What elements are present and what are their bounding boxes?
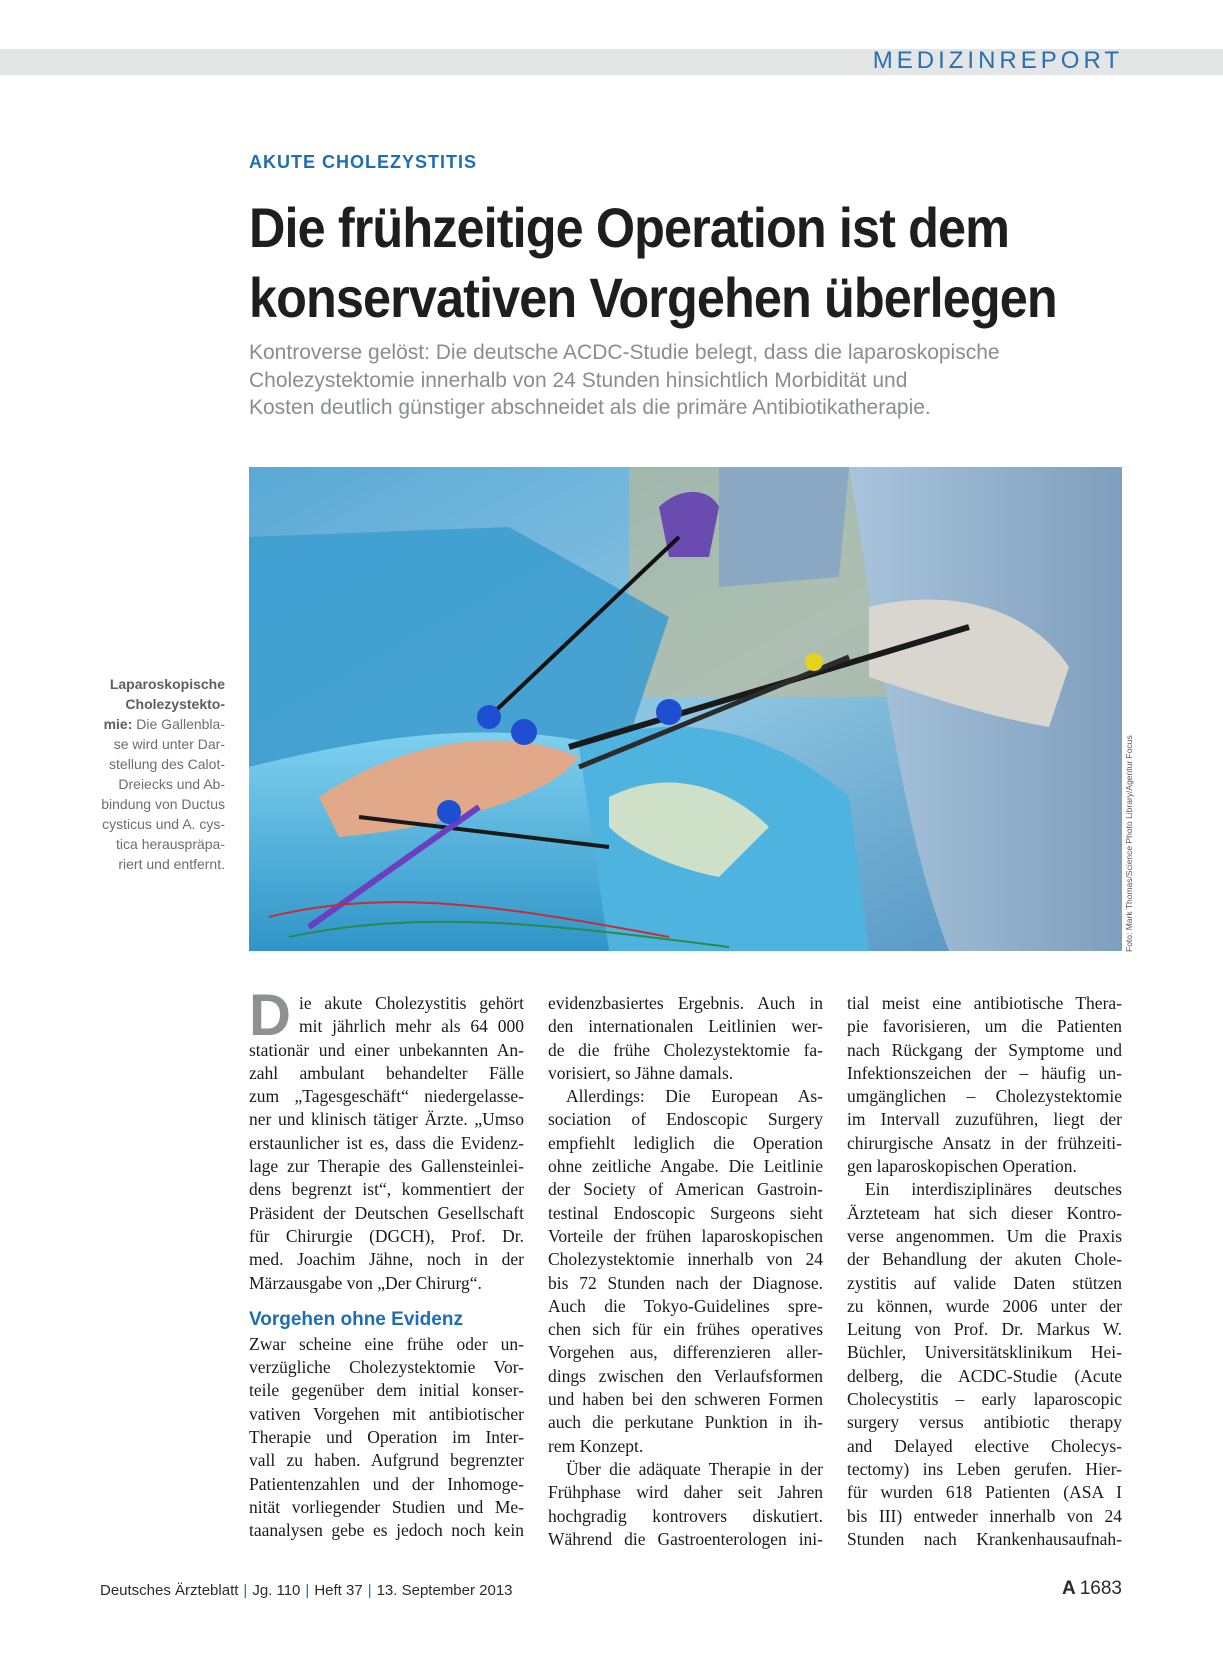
col3-p1 xyxy=(847,992,1122,1178)
footer-separator: | xyxy=(243,1582,248,1599)
text-line: Über die adäquate Therapie in der xyxy=(566,1458,823,1479)
drop-cap: D xyxy=(249,983,291,1048)
caption-line: cysticus und A. cys- xyxy=(102,816,225,832)
text-line: pie favorisieren, um die Patienten xyxy=(847,1016,1122,1037)
text-line: der Behandlung der akuten Chole- xyxy=(847,1249,1122,1270)
col1-body xyxy=(249,1039,524,1295)
journal-volume: Jg. 110 xyxy=(252,1582,301,1599)
text-line: Stunden nach Krankenhausaufnah- xyxy=(847,1528,1122,1549)
text-line: Zwar scheine eine frühe oder un- xyxy=(249,1333,524,1354)
text-line: rem Konzept. xyxy=(548,1435,644,1456)
text-line: ie akute Cholezystitis gehört xyxy=(299,993,524,1013)
text-line: Vorgehen aus, differenzieren aller- xyxy=(548,1342,823,1363)
footer-separator: | xyxy=(305,1582,310,1599)
text-line: zu können, wurde 2006 unter der xyxy=(847,1295,1122,1316)
text-line: Während die Gastroenterologen ini- xyxy=(548,1528,823,1549)
text-line: umgänglichen – Cholezystektomie xyxy=(847,1086,1122,1107)
text-line: Therapie und Operation im Inter- xyxy=(249,1427,524,1448)
text-line: testinal Endoscopic Surgeons sieht xyxy=(548,1202,823,1223)
text-line: lage zur Therapie des Gallensteinlei- xyxy=(249,1156,524,1177)
text-line: und haben bei den schweren Formen xyxy=(548,1389,823,1410)
footer-separator: | xyxy=(367,1582,372,1599)
text-line: zum „Tagesgeschäft“ niedergelasse- xyxy=(249,1086,524,1107)
col2-p2 xyxy=(548,1085,823,1458)
text-line: dings zwischen den Verlaufsformen xyxy=(548,1365,823,1386)
text-line: mit jährlich mehr als 64 000 xyxy=(299,1016,524,1037)
col1-body-2 xyxy=(249,1333,524,1543)
article-column-3 xyxy=(847,992,1122,1551)
text-line: Frühphase wird daher seit Jahren xyxy=(548,1482,823,1503)
article-column-1 xyxy=(249,983,524,1543)
page-footer xyxy=(100,1578,1122,1599)
article-column-2 xyxy=(548,992,823,1551)
text-line: vall zu haben. Aufgrund begrenzter xyxy=(249,1450,524,1471)
caption-rest: Die Gallenbla- xyxy=(132,716,225,732)
article-deck xyxy=(249,339,1129,422)
deck-line: Kosten deutlich günstiger abschneidet als die primäre Antibiotikatherapie. xyxy=(249,396,931,419)
text-line: der Society of American Gastroin- xyxy=(548,1179,823,1200)
text-line: bis III) entweder innerhalb von 24 xyxy=(847,1505,1122,1526)
col3-p2 xyxy=(847,1178,1122,1551)
text-line: Ärzteteam hat sich dieser Kontro- xyxy=(847,1202,1122,1223)
text-line: empfiehlt lediglich die Operation xyxy=(548,1132,823,1153)
text-line: evidenzbasiertes Ergebnis. Auch in xyxy=(548,993,823,1013)
text-line: tectomy) ins Leben gerufen. Hier- xyxy=(847,1458,1122,1479)
col2-p3 xyxy=(548,1458,823,1551)
text-line: Auch die Tokyo-Guidelines spre- xyxy=(548,1295,823,1316)
page-number-value: 1683 xyxy=(1079,1578,1122,1599)
page-prefix: A xyxy=(1061,1578,1076,1599)
text-line: delberg, die ACDC-Studie (Acute xyxy=(847,1365,1122,1386)
text-line: Allerdings: Die European As- xyxy=(566,1086,823,1107)
text-line: verse angenommen. Um die Praxis xyxy=(847,1225,1122,1246)
caption-line: Laparoskopische xyxy=(109,676,225,692)
text-line: auch die perkutane Punktion in ih- xyxy=(548,1412,823,1433)
journal-date: 13. September 2013 xyxy=(376,1582,513,1599)
text-line: Leitung von Prof. Dr. Markus W. xyxy=(847,1319,1122,1340)
text-line: zystitis auf valide Daten stützen xyxy=(847,1272,1122,1293)
text-line: für Chirurgie (DGCH), Prof. Dr. xyxy=(249,1225,524,1246)
text-line: nach Rückgang der Symptome und xyxy=(847,1039,1122,1060)
caption-line: Dreiecks und Ab- xyxy=(118,776,225,792)
photo-caption xyxy=(80,674,225,874)
text-line: nität vorliegender Studien und Me- xyxy=(249,1496,524,1517)
caption-line: bindung von Ductus xyxy=(101,796,225,812)
text-line: Patientenzahlen und der Inhomoge- xyxy=(249,1473,524,1494)
surgery-photo xyxy=(249,467,1122,951)
caption-line: stellung des Calot- xyxy=(109,756,225,772)
text-line: dens begrenzt ist“, kommentiert der xyxy=(249,1179,524,1200)
text-line: erstaunlicher ist es, dass die Evidenz- xyxy=(249,1132,524,1153)
text-line: ner und klinisch tätiger Ärzte. „Umso xyxy=(249,1109,524,1130)
text-line: Präsident der Deutschen Gesellschaft xyxy=(249,1202,524,1223)
text-line: chen sich für ein frühes operatives xyxy=(548,1319,823,1340)
text-line: de die frühe Cholezystektomie fa- xyxy=(548,1039,823,1060)
text-line: Cholezystektomie innerhalb von 24 xyxy=(548,1249,823,1270)
section-label: MEDIZINREPORT xyxy=(872,47,1123,74)
text-line: hochgradig kontrovers diskutiert. xyxy=(548,1505,823,1526)
deck-line: Cholezystektomie innerhalb von 24 Stunden hinsichtlich Morbidität und xyxy=(249,368,908,392)
photo-credit: Foto: Mark Thomas/Science Photo Library/Agentur Focus xyxy=(1124,735,1134,952)
text-line: stationär und einer unbekannten An- xyxy=(249,1039,524,1060)
journal-issue: Heft 37 xyxy=(314,1582,363,1599)
deck-line: Kontroverse gelöst: Die deutsche ACDC-Studie belegt, dass die laparoskopische xyxy=(249,341,1000,364)
caption-line: riert und entfernt. xyxy=(118,856,225,872)
text-line: im Intervall zuzuführen, liegt der xyxy=(847,1109,1122,1130)
text-line: vorisiert, so Jähne damals. xyxy=(548,1062,734,1083)
subhead: Vorgehen ohne Evidenz xyxy=(249,1308,463,1330)
text-line: bis 72 Stunden nach der Diagnose. xyxy=(548,1272,823,1293)
text-line: den internationalen Leitlinien wer- xyxy=(548,1016,823,1037)
article-headline xyxy=(249,193,1059,333)
caption-line: tica herauspräpa- xyxy=(116,836,225,852)
caption-bold: mie: xyxy=(103,716,133,732)
text-line: sociation of Endoscopic Surgery xyxy=(548,1109,823,1130)
text-line: taanalysen gebe es jedoch noch kein xyxy=(249,1520,524,1541)
text-line: Märzausgabe von „Der Chirurg“. xyxy=(249,1272,482,1293)
caption-line: Cholezystekto- xyxy=(125,696,225,712)
text-line: teile gegenüber dem initial konser- xyxy=(249,1380,524,1401)
text-line: für wurden 618 Patienten (ASA I xyxy=(847,1482,1122,1503)
text-line: vativen Vorgehen mit antibiotischer xyxy=(249,1403,524,1424)
text-line: verzügliche Cholezystektomie Vor- xyxy=(249,1357,524,1378)
page-number xyxy=(1062,1578,1122,1600)
text-line: and Delayed elective Cholecys- xyxy=(847,1435,1122,1456)
journal-name: Deutsches Ärzteblatt xyxy=(100,1582,239,1599)
text-line: med. Joachim Jähne, noch in der xyxy=(249,1249,524,1270)
text-line: chirurgische Ansatz in der frühzeiti- xyxy=(847,1132,1122,1153)
text-line: Cholecystitis – early laparoscopic xyxy=(847,1389,1122,1410)
caption-line: se wird unter Dar- xyxy=(113,736,225,752)
col2-p1 xyxy=(548,992,823,1085)
headline-line: konservativen Vorgehen überlegen xyxy=(249,266,1057,329)
text-line: Ein interdisziplinäres deutsches xyxy=(865,1179,1122,1200)
text-line: Infektionszeichen der – häufig un- xyxy=(847,1062,1122,1083)
headline-line: Die frühzeitige Operation ist dem xyxy=(249,196,1010,259)
article-kicker: AKUTE CHOLEZYSTITIS xyxy=(249,152,478,172)
text-line: tial meist eine antibiotische Thera- xyxy=(847,993,1122,1013)
text-line: surgery versus antibiotic therapy xyxy=(847,1412,1122,1433)
text-line: Büchler, Universitätsklinikum Hei- xyxy=(847,1342,1122,1363)
text-line: gen laparoskopischen Operation. xyxy=(847,1156,1077,1177)
text-line: zahl ambulant behandelter Fälle xyxy=(249,1062,524,1083)
caption-line xyxy=(80,714,225,734)
text-line: Vorteile der frühen laparoskopischen xyxy=(548,1225,823,1246)
text-line: ohne zeitliche Angabe. Die Leitlinie xyxy=(548,1156,823,1177)
